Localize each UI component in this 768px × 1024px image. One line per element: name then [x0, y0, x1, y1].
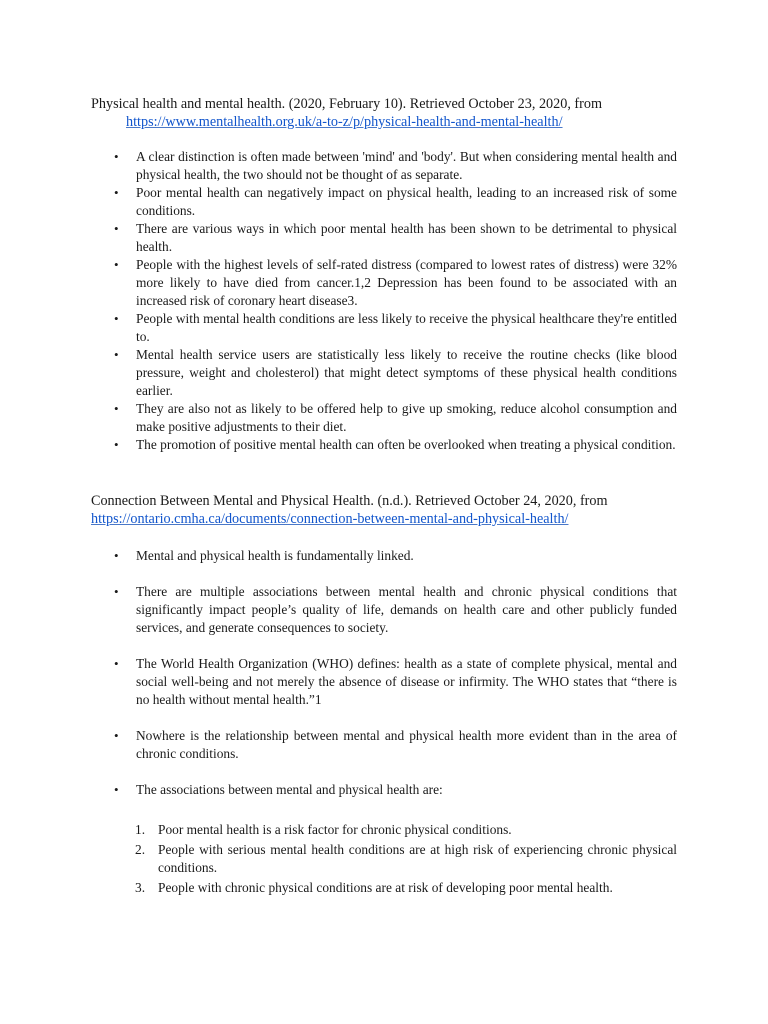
bullet-icon: •	[114, 257, 119, 272]
citation-2-text: Connection Between Mental and Physical Health. (n.d.). Retrieved October 24, 2020, from	[91, 493, 608, 509]
citation-2-link[interactable]: https://ontario.cmha.ca/documents/connection-between-mental-and-physical-health/	[91, 511, 569, 527]
numbered-item	[135, 821, 677, 839]
list-item	[114, 256, 677, 310]
bullet-icon: •	[114, 311, 119, 326]
bullet-icon: •	[114, 347, 119, 362]
bullet-text: The associations between mental and physical health are:	[136, 782, 443, 797]
bullet-icon: •	[114, 782, 119, 797]
bullet-text: Poor mental health can negatively impact on physical health, leading to an increased risk of some conditions.	[136, 185, 677, 218]
citation-1-link[interactable]: https://www.mentalhealth.org.uk/a-to-z/p/physical-health-and-mental-health/	[126, 114, 563, 130]
bullet-text: Mental and physical health is fundamentally linked.	[136, 548, 414, 563]
section-2-bullet-list	[114, 547, 677, 817]
bullet-icon: •	[114, 548, 119, 563]
list-item	[114, 184, 677, 220]
bullet-text: The promotion of positive mental health can often be overlooked when treating a physical condition.	[136, 437, 676, 452]
bullet-icon: •	[114, 656, 119, 671]
list-item	[114, 436, 677, 454]
bullet-text: Mental health service users are statistically less likely to receive the routine checks (like blood pressure, weight and cholesterol) that might detect symptoms of these physical health conditions earlier.	[136, 347, 677, 398]
list-item	[114, 727, 677, 763]
list-item	[114, 310, 677, 346]
bullet-text: There are various ways in which poor mental health has been shown to be detrimental to physical health.	[136, 221, 677, 254]
item-text: People with serious mental health conditions are at high risk of experiencing chronic physical conditions.	[158, 842, 677, 875]
bullet-icon: •	[114, 185, 119, 200]
bullet-text: They are also not as likely to be offered help to give up smoking, reduce alcohol consumption and make positive adjustments to their diet.	[136, 401, 677, 434]
bullet-text: People with the highest levels of self-rated distress (compared to lowest rates of distress) were 32% more likely to have died from cancer.1,2 Depression has been found to be associated with an increased risk of coronary heart disease3.	[136, 257, 677, 308]
bullet-icon: •	[114, 728, 119, 743]
numbered-item	[135, 879, 677, 897]
bullet-icon: •	[114, 584, 119, 599]
bullet-text: People with mental health conditions are less likely to receive the physical healthcare they're entitled to.	[136, 311, 677, 344]
section-1-bullet-list	[114, 148, 677, 454]
bullet-icon: •	[114, 401, 119, 416]
bullet-text: A clear distinction is often made between 'mind' and 'body'. But when considering mental health and physical health, the two should not be thought of as separate.	[136, 149, 677, 182]
citation-1-text: Physical health and mental health. (2020, February 10). Retrieved October 23, 2020, from	[91, 96, 603, 112]
item-number: 2.	[135, 842, 146, 857]
item-text: People with chronic physical conditions are at risk of developing poor mental health.	[158, 880, 613, 895]
citation-2	[91, 492, 681, 528]
citation-1	[91, 95, 681, 131]
numbered-item	[135, 841, 677, 877]
bullet-icon: •	[114, 437, 119, 452]
item-number: 3.	[135, 880, 146, 895]
bullet-icon: •	[114, 149, 119, 164]
list-item	[114, 220, 677, 256]
bullet-text: There are multiple associations between mental health and chronic physical conditions that significantly impact people’s quality of life, demands on health care and other publicly funded services, and generate consequences to society.	[136, 584, 677, 635]
bullet-text: The World Health Organization (WHO) defines: health as a state of complete physical, mental and social well-being and not merely the absence of disease or infirmity. The WHO states that “there is no health without mental health.”1	[136, 656, 677, 707]
list-item	[114, 655, 677, 709]
list-item	[114, 148, 677, 184]
bullet-text: Nowhere is the relationship between mental and physical health more evident than in the area of chronic conditions.	[136, 728, 677, 761]
list-item	[114, 346, 677, 400]
item-text: Poor mental health is a risk factor for chronic physical conditions.	[158, 822, 512, 837]
bullet-icon: •	[114, 221, 119, 236]
associations-numbered-list	[135, 821, 677, 899]
list-item	[114, 547, 677, 565]
list-item	[114, 583, 677, 637]
list-item	[114, 400, 677, 436]
item-number: 1.	[135, 822, 146, 837]
list-item	[114, 781, 677, 799]
